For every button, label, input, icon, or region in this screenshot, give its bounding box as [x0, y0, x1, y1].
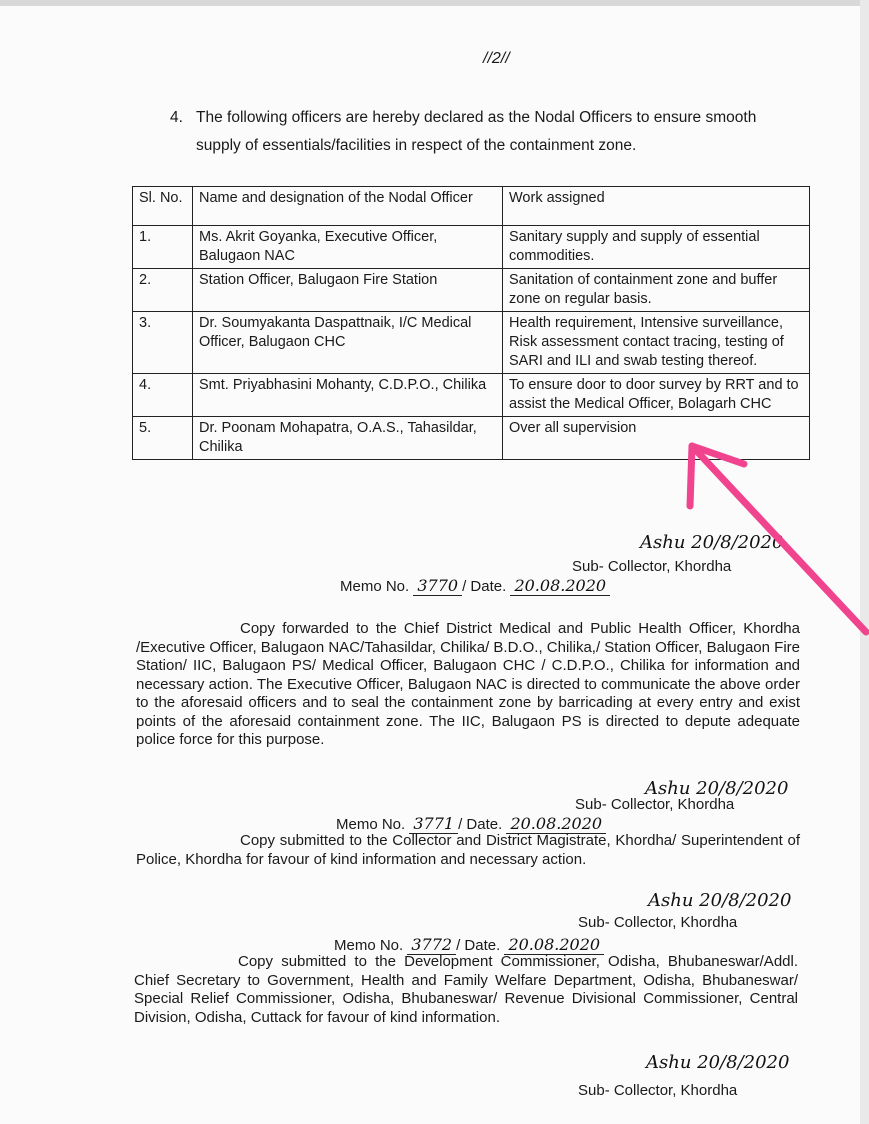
copy-submitted-paragraph-2: Copy submitted to the Development Commissioner, Odisha, Bhubaneswar/Addl. Chief Secretary to Government, Health and Family Welfare Department, Odisha, Bhubaneswar/ Special Relief Commissioner, Odisha, Bhubaneswar/ Revenue Divisional Commissioner, Central Division, Odisha, Cuttack for favour of kind information.: [134, 953, 798, 1026]
cell-work: Sanitary supply and supply of essential commodities.: [503, 226, 810, 269]
header-work-assigned: Work assigned: [503, 187, 810, 226]
paragraph-number: 4.: [170, 109, 183, 126]
signature-designation: Sub- Collector, Khordha: [578, 1082, 738, 1099]
memo-line-1: Memo No. 3770 / Date. 20.08.2020: [340, 576, 610, 596]
signature-designation: Sub- Collector, Khordha: [575, 796, 735, 813]
paragraph-line-2: supply of essentials/facilities in respect of the containment zone.: [196, 137, 637, 154]
signature-designation: Sub- Collector, Khordha: [578, 914, 738, 931]
cell-work: Sanitation of containment zone and buffer zone on regular basis.: [503, 269, 810, 312]
cell-sl: 5.: [133, 417, 193, 460]
cell-name: Dr. Soumyakanta Daspattnaik, I/C Medical Officer, Balugaon CHC: [193, 312, 503, 374]
cell-name: Smt. Priyabhasini Mohanty, C.D.P.O., Chilika: [193, 374, 503, 417]
cell-work: Over all supervision: [503, 417, 810, 460]
cell-work: To ensure door to door survey by RRT and to assist the Medical Officer, Bolagarh CHC: [503, 374, 810, 417]
cell-sl: 4.: [133, 374, 193, 417]
handwritten-signature: Ashu 20/8/2020: [640, 532, 784, 553]
header-sl-no: Sl. No.: [133, 187, 193, 226]
cell-sl: 1.: [133, 226, 193, 269]
cell-name: Station Officer, Balugaon Fire Station: [193, 269, 503, 312]
paragraph-line-1: The following officers are hereby declared as the Nodal Officers to ensure smooth: [196, 109, 757, 126]
signature-designation: Sub- Collector, Khordha: [572, 558, 732, 575]
handwritten-signature: Ashu 20/8/2020: [645, 778, 789, 799]
cell-name: Dr. Poonam Mohapatra, O.A.S., Tahasildar, Chilika: [193, 417, 503, 460]
header-name-designation: Name and designation of the Nodal Officer: [193, 187, 503, 226]
cell-sl: 2.: [133, 269, 193, 312]
copy-submitted-paragraph-1: Copy submitted to the Collector and District Magistrate, Khordha/ Superintendent of Police, Khordha for favour of kind information and necessary action.: [136, 832, 800, 868]
memo-line-2: Memo No. 3771 / Date. 20.08.2020: [336, 814, 606, 834]
copy-forwarded-paragraph: Copy forwarded to the Chief District Medical and Public Health Officer, Khordha /Executive Officer, Balugaon NAC/Tahasildar, Chilika/ B.D.O., Chilika,/ Station Officer, Balugaon Fire Station/ IIC, Balugaon PS/ Medical Officer, Balugaon CHC / C.D.P.O., Chilika for information and necessary action. The Executive Officer, Balugaon NAC is directed to communicate the above order to the aforesaid officers and to seal the containment zone by barricading at every entry and exist points of the aforesaid containment zone. The IIC, Balugaon PS is directed to depute adequate police force for this purpose.: [136, 620, 800, 748]
cell-work: Health requirement, Intensive surveillance, Risk assessment contact tracing, testing of SARI and ILI and swab testing thereof.: [503, 312, 810, 374]
handwritten-signature: Ashu 20/8/2020: [648, 890, 792, 911]
handwritten-signature: Ashu 20/8/2020: [646, 1052, 790, 1073]
page-number-marker: //2//: [483, 50, 510, 67]
cell-sl: 3.: [133, 312, 193, 374]
cell-name: Ms. Akrit Goyanka, Executive Officer, Balugaon NAC: [193, 226, 503, 269]
memo-line-3: Memo No. 3772 / Date. 20.08.2020: [334, 935, 604, 955]
